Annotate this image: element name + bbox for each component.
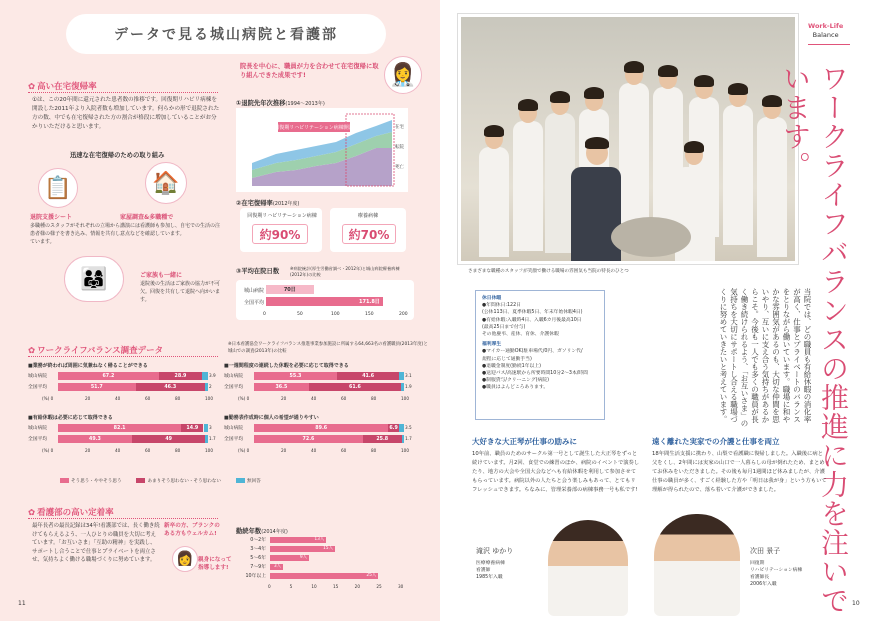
wlb-axis-label: 20: [85, 396, 91, 401]
support3-body: 退院後の生活はご家族の協力が不可欠。回復を共有して退院へ向かいます。: [140, 281, 221, 303]
wlb-noanswer-value: 2: [209, 384, 212, 389]
tenure-label: 3〜4年: [250, 547, 266, 552]
section-body-home-return: ①は、この20年間に還元された患者数の推移です。回復期リハビリ病棟を開設した2011年より入院者数も増加しています。何らかの形で退院された方の数、中でも在宅復帰された方の割合が格段に増加していることがお分かりいただけると思います。: [32, 97, 220, 130]
wlb-noanswer-value: 3.5: [405, 425, 412, 430]
wlb-axis-label: (%) 0: [238, 396, 250, 401]
photo-caption: さまざまな職種のスタッフが笑顔で働ける職場の雰囲気も当院の特長のひとつ: [468, 269, 629, 274]
story2-body: 18年間生活支援に携わり、山梨で看護職に復帰しました。入職後に病と父をくし、2年間には実家の山口で一人暮らしの母が倒れたため、まとめてお休みをいただきました。その後も毎月1週間ほど休みましたが、介護仕事の職員が多く、すごく経験した方や「明日は我が身」という方もいて理解が得られたので、落ち着いて介護ができました。: [652, 451, 827, 493]
wlb-chart-title: ■一週間程度の連続した休暇を必要に応じて取得できる: [224, 363, 349, 369]
vertical-title: ワークライフバランスの推進に力を注いでいます。: [779, 64, 850, 615]
wlb-bar-segment: 36.5: [254, 383, 309, 391]
section-note-wlb: ※日本看護協会ワークライフバランス推進事業参加施設に所属する64,663名の看護職員(2013年度)と城山での調査(2013年)の比較: [228, 342, 428, 354]
info-title-holidays: 休日休暇: [482, 296, 502, 301]
wlb-axis-label: 100: [205, 396, 213, 401]
tenure-tick-label: 15: [333, 584, 339, 589]
wlb-chart-title: ■勤務表作成時に個人の希望が通りやすい: [224, 415, 319, 421]
chart3-bars: [266, 285, 402, 309]
wlb-bar-segment: 41.6: [337, 372, 399, 380]
wlb-bar-segment: [402, 435, 405, 443]
support3-tag: ご家族も一緒に: [140, 272, 183, 279]
tenure-bar: 9人: [270, 555, 309, 561]
info-line: ●有給休暇:入職時4日、入職6カ月後最高10日: [482, 317, 582, 323]
wlb-chart: [28, 414, 218, 464]
wlb-row-label: 全国平均: [224, 385, 244, 390]
wlb-bar-segment: 55.3: [254, 372, 337, 380]
wlb-chart: [28, 362, 218, 412]
wlb-row-label: 城山病院: [224, 426, 244, 431]
story1-body: 10年前、職員のためのサークル第一号として誕生した大正琴をずっと続けています。月2回、食堂での練習のほか、病院のイベントで演奏したり、地方の大会や全国大会などへも有給休暇を利用して参加させてもらっています。病院以外の人たちと会う楽しみもあって、とてもリフレッシュできます。ちなみに、管理栄養部の病棟事務一号も私です!: [472, 451, 640, 493]
wlb-legend: そう思う・ややそう思う あまりそう思わない・そう思わない 無回答: [60, 478, 261, 484]
chart3-bar-shiroyama: 70日: [266, 285, 314, 294]
wlb-bar-segment: [205, 435, 208, 443]
wlb-axis-label: 20: [281, 448, 287, 453]
wlb-bar-segment: 28.9: [159, 372, 202, 380]
chart2-value-ltc: 約70%: [342, 224, 396, 244]
nurse-face-icon: 👩: [172, 546, 198, 572]
tenure-bar: 15人: [270, 546, 335, 552]
wlb-axis-label: 40: [311, 396, 317, 401]
info-line: (公休113日、夏季休暇5日、年末年始休暇4日): [482, 310, 583, 316]
support-title: 迅速な在宅復帰のための取り組み: [70, 152, 165, 159]
wlb-axis-label: 100: [401, 396, 409, 401]
tenure-bar: 3人: [270, 564, 283, 570]
chart1-legend-death: 死亡: [395, 165, 404, 170]
wlb-row-label: 全国平均: [28, 385, 48, 390]
info-line: ●職員はよんどころあります。: [482, 385, 549, 391]
tenure-label: 5〜6年: [250, 556, 266, 561]
wlb-bar-row: [58, 424, 212, 432]
chart3-axis: [263, 312, 408, 318]
wlb-axis-label: 100: [205, 448, 213, 453]
tenure-label: 0〜2年: [250, 538, 266, 543]
wlb-noanswer-value: 1.9: [405, 384, 412, 389]
wlb-bar-row: [254, 435, 412, 443]
nurse-photo-takizawa: [548, 520, 628, 616]
wlb-bar-row: [58, 372, 216, 380]
chart2-value-rehab: 約90%: [252, 224, 308, 244]
info-line: ●制服貸与/クリーニング(病院): [482, 378, 550, 384]
wlb-bar-row: [254, 424, 412, 432]
story2-meta: 回復期 リハビリテーション病棟 看護師長 2006年入職: [750, 561, 803, 587]
chart3-tick-label: 200: [399, 312, 408, 317]
chart1-legend-transfer: 転院: [395, 145, 404, 150]
chart2-title: ②在宅復帰率(2012年度): [236, 200, 300, 207]
tenure-tick-label: 25: [376, 584, 382, 589]
chart1-legend-home: 在宅: [395, 125, 404, 130]
wlb-chart: [224, 414, 414, 464]
wlb-bar-segment: 89.6: [254, 424, 388, 432]
page-title-box: [66, 14, 386, 54]
chart3-bar-national: 171.8日: [266, 297, 383, 306]
story1-meta: 医療療養病棟 看護師 1985年入職: [476, 561, 505, 580]
wlb-axis-label: 20: [281, 396, 287, 401]
chart3-note: ※病院統計(厚生労働省調べ・2012年)と城山病院療養病棟(2012年)の比較: [290, 266, 400, 277]
wlb-axis-label: (%) 0: [42, 448, 54, 453]
wlb-bar-row: [58, 435, 216, 443]
divider: [28, 518, 218, 519]
tenure-bar: 13人: [270, 537, 326, 543]
chart3-row-label: 城山病院: [243, 288, 264, 294]
page-title: データで見る城山病院と看護部: [114, 27, 338, 43]
support2-tag: 家屋調査&多職種で: [120, 214, 174, 221]
chart2-label-rehab: 回復期リハビリテーション病棟: [247, 213, 317, 219]
chart3-tick-label: 100: [331, 312, 340, 317]
retention-bubble: 新卒の方、ブランクのある方もウェルカム!: [164, 523, 220, 537]
vertical-body-text: 当院では、どの職員も有給休暇の消化率が高く、仕事とプライベートのバランスをとりながら働いています。職場に和やかな雰囲気があるのも、大切な仲間を思いやり、互いに支え合う気持ちがあるからこそ。今後も一人でも多くの職員が長く働き続けられるよう、「お互いさま」の気持ちを大切にサポートし合える職場づくりに努めていきたいと考えています。: [719, 288, 812, 427]
support1-body: 多職種のスタッフがそれぞれの立場から患者様の様子を書き込み、情報を共有しています。: [30, 223, 121, 245]
tenure-tick-label: 30: [398, 584, 404, 589]
story1-heading: 大好きな大正琴が仕事の励みに: [472, 437, 577, 446]
wlb-noanswer-value: 3.1: [405, 373, 412, 378]
info-title-welfare: 福利厚生: [482, 342, 502, 348]
wlb-chart-title: ■業務が終われば周囲に気兼ねなく帰ることができる: [28, 363, 148, 369]
story2-heading: 遠く離れた実家での介護と仕事を両立: [652, 437, 780, 446]
wlb-axis-label: 60: [341, 396, 347, 401]
tenure-tick-label: 10: [311, 584, 317, 589]
wlb-bar-segment: 14.9: [181, 424, 203, 432]
wlb-bar-segment: 67.2: [58, 372, 159, 380]
wlb-noanswer-value: 3: [209, 425, 212, 430]
nurse-photo-tsugita: [654, 514, 740, 616]
chart1-opening-label: 回復期リハビリテーション病棟開設: [274, 125, 354, 131]
tenure-tick-label: 0: [268, 584, 271, 589]
info-line: ●マイカー通勤OK(駐車場代/0円、ガソリン代/: [482, 349, 583, 355]
page-number-right: 10: [852, 600, 860, 607]
nurse-writing-icon: 📋: [38, 168, 78, 208]
wlb-chart-title: ■有給休暇は必要に応じて取得できる: [28, 415, 113, 421]
wlb-noanswer-value: 1.7: [209, 436, 216, 441]
tenure-bar: 25人: [270, 573, 378, 579]
wlb-bar-row: [254, 372, 412, 380]
wlb-bar-segment: 61.6: [309, 383, 401, 391]
wlb-axis-label: 80: [175, 396, 181, 401]
chart2-label-ltc: 療養病棟: [357, 213, 378, 219]
page-number-left: 11: [18, 600, 26, 607]
wlb-bar-segment: 46.3: [136, 383, 205, 391]
info-line: ●送迎バス/高速駅から所要時間10分2〜3本/時間: [482, 371, 588, 377]
tenure-title: 勤続年数(2014年度): [236, 528, 288, 535]
wlb-axis-label: (%) 0: [42, 396, 54, 401]
tenure-tick-label: 20: [354, 584, 360, 589]
wlb-bar-segment: [399, 424, 404, 432]
wlb-axis-label: 80: [371, 396, 377, 401]
tenure-tick-label: 5: [289, 584, 293, 589]
story2-name: 次田 景子: [750, 547, 781, 555]
tenure-label: 10年以上: [245, 574, 266, 579]
badge-divider: [808, 44, 850, 45]
info-line: 規程に応じて通勤手当): [482, 356, 532, 362]
wlb-charts: [28, 362, 428, 492]
section-body-retention: 最年長者の最長記録は34年!看護部では、長く働き続けてもらえるよう、一人ひとりの職員を大切に考えています。「お互いさま」「互助の精神」を実践し、サポートし合うことで仕事とプライベートを両立させ、気持ちよく働ける職場づくりに努めています。: [32, 523, 160, 564]
tenure-chart: [236, 536, 416, 594]
story1-name: 滝沢 ゆかり: [476, 547, 514, 555]
wlb-axis-label: 100: [401, 448, 409, 453]
director-bubble: 院長を中心に、職員が力を合わせて在宅復帰に取り組んできた成果です!: [240, 63, 379, 79]
wlb-bar-segment: 72.6: [254, 435, 363, 443]
wlb-axis-label: 60: [145, 448, 151, 453]
wlb-bar-segment: 25.8: [363, 435, 402, 443]
wlb-row-label: 城山病院: [28, 374, 48, 379]
chart3-title: ③平均在院日数: [236, 268, 280, 275]
divider: [28, 92, 218, 93]
divider: [28, 356, 218, 357]
benefits-box: [475, 290, 605, 420]
chart3-tick-label: 150: [365, 312, 374, 317]
wlb-bar-segment: 82.1: [58, 424, 181, 432]
wlb-row-label: 全国平均: [224, 437, 244, 442]
wlb-axis-label: 40: [115, 448, 121, 453]
wlb-axis-label: 40: [311, 448, 317, 453]
wlb-row-label: 城山病院: [28, 426, 48, 431]
wlb-row-label: 全国平均: [28, 437, 48, 442]
info-line: ●年間休日:122日: [482, 303, 521, 309]
wlb-bar-segment: [202, 372, 208, 380]
wlb-axis-label: 80: [371, 448, 377, 453]
tenure-label: 7〜9年: [250, 565, 266, 570]
wlb-bar-segment: [401, 383, 404, 391]
wlb-bar-segment: 51.7: [58, 383, 136, 391]
wlb-bar-segment: [204, 424, 209, 432]
wlb-row-label: 城山病院: [224, 374, 244, 379]
house-visit-icon: 🏠: [145, 162, 187, 204]
section-title-wlb: ✿ ワークライフバランス調査データ: [28, 344, 163, 356]
info-line: ●退職金制度(勤続1年以上): [482, 363, 541, 369]
chart3-row-label: 全国平均: [243, 300, 264, 306]
chart1-area-chart: [236, 108, 408, 192]
wlb-bar-segment: [399, 372, 404, 380]
info-line: (最高25日まで付与): [482, 324, 526, 330]
info-line: その他慶弔、産休、育休、介護休暇: [482, 332, 559, 338]
section-title-home-return: ✿ 高い在宅復帰率: [28, 80, 97, 92]
staff-group-photo: [458, 14, 798, 264]
nurse-illustration-icon: 👩‍⚕️: [384, 56, 422, 94]
support2-body: 講演には看護師も参加し、自宅での生活の注意点などを確認しています。: [120, 223, 221, 237]
wlb-bar-segment: 49: [132, 435, 206, 443]
section-title-retention: ✿ 看護部の高い定着率: [28, 506, 114, 518]
chart3-tick-label: 0: [263, 312, 266, 317]
wlb-axis-label: 60: [341, 448, 347, 453]
wlb-axis-label: (%) 0: [238, 448, 250, 453]
wlb-bar-segment: [205, 383, 208, 391]
wlb-bar-segment: 6.9: [389, 425, 398, 431]
wlb-axis-label: 60: [145, 396, 151, 401]
wlb-bar-segment: 49.3: [58, 435, 132, 443]
wlb-noanswer-value: 1.7: [405, 436, 412, 441]
support1-tag: 退院支援シート: [30, 214, 73, 221]
wlb-chart: [224, 362, 414, 412]
wlb-noanswer-value: 3.9: [209, 373, 216, 378]
chart1-title: ①退院先年次推移(1994〜2013年): [236, 100, 325, 107]
wlb-axis-label: 80: [175, 448, 181, 453]
work-life-badge: Work-Life Balance: [808, 22, 844, 39]
wlb-axis-label: 40: [115, 396, 121, 401]
family-meeting-icon: 👨‍👩‍👧: [64, 256, 124, 302]
wlb-bar-row: [254, 383, 412, 391]
wlb-bar-row: [58, 383, 212, 391]
chart3-tick-label: 50: [297, 312, 303, 317]
retention-bubble-2: 親身になって指導します!: [198, 557, 232, 571]
wlb-axis-label: 20: [85, 448, 91, 453]
